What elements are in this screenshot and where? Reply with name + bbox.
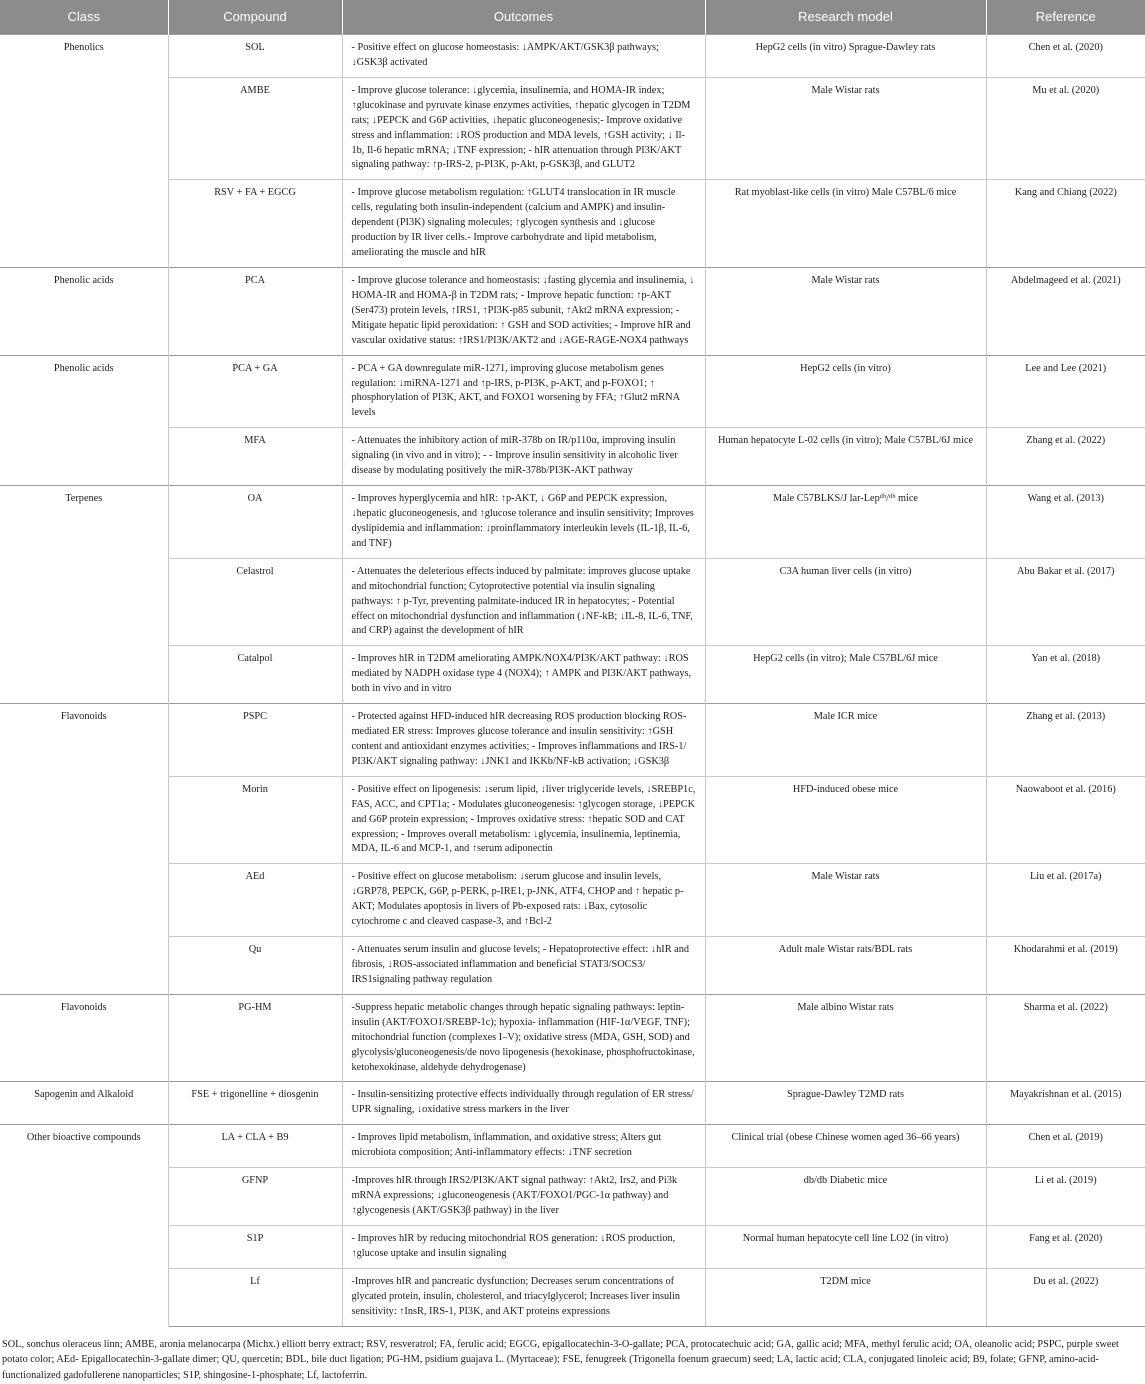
table-row	[0, 776, 1145, 864]
research-model-cell: T2DM mice	[705, 1268, 986, 1326]
research-model-cell: Clinical trial (obese Chinese women aged 36–66 years)	[705, 1125, 986, 1168]
outcomes-cell: - Improves hIR by reducing mitochondrial ROS generation: ↓ROS production, ↑glucose uptake and insulin signaling	[342, 1225, 705, 1268]
header-compound: Compound	[168, 0, 342, 35]
outcomes-cell: - Positive effect on lipogenesis: ↓serum lipid, ↓liver triglyceride levels, ↓SREBP1c, FAS, ACC, and CPT1a; - Modulates gluconeogenesis: ↑glycogen storage, ↓PEPCK and G6P protein expression; - Improves oxidative stress: ↑hepatic SOD and CAT expression; - Improves overall metabolism: ↓glycemia, insulinemia, leptinemia, MDA, IL-6 and MCP-1, and ↑serum adiponectin	[342, 776, 705, 864]
outcomes-cell: - Positive effect on glucose homeostasis: ↓AMPK/AKT/GSK3β pathways; ↓GSK3β activated	[342, 35, 705, 78]
reference-cell: Sharma et al. (2022)	[986, 994, 1145, 1082]
research-model-cell: C3A human liver cells (in vitro)	[705, 558, 986, 646]
compound-cell: Catalpol	[168, 646, 342, 704]
table-row	[0, 704, 1145, 777]
table-row	[0, 35, 1145, 78]
reference-cell: Abdelmageed et al. (2021)	[986, 267, 1145, 355]
table-row	[0, 267, 1145, 355]
table-row	[0, 77, 1145, 180]
table-row	[0, 558, 1145, 646]
reference-cell: Khodarahmi et al. (2019)	[986, 937, 1145, 995]
reference-cell: Fang et al. (2020)	[986, 1225, 1145, 1268]
research-model-cell: Adult male Wistar rats/BDL rats	[705, 937, 986, 995]
compound-cell: AMBE	[168, 77, 342, 180]
compound-cell: GFNP	[168, 1168, 342, 1226]
outcomes-cell: - Improves hyperglycemia and hIR: ↑p-AKT, ↓ G6P and PEPCK expression, ↓hepatic gluconeogenesis, and ↑glucose tolerance and insulin sensitivity; Improves dyslipidemia and inflammation: ↓proinflammatory interleukin levels (IL-1β, IL-6, and TNF)	[342, 486, 705, 559]
research-model-cell: Male Wistar rats	[705, 267, 986, 355]
class-cell: Flavonoids	[0, 704, 168, 995]
research-model-cell: Male albino Wistar rats	[705, 994, 986, 1082]
class-cell: Phenolic acids	[0, 355, 168, 485]
compound-cell: PCA	[168, 267, 342, 355]
reference-cell: Liu et al. (2017a)	[986, 864, 1145, 937]
compound-cell: Celastrol	[168, 558, 342, 646]
compound-cell: MFA	[168, 428, 342, 486]
table-header	[0, 0, 1145, 35]
class-cell: Other bioactive compounds	[0, 1125, 168, 1326]
reference-cell: Li et al. (2019)	[986, 1168, 1145, 1226]
class-cell: Phenolic acids	[0, 267, 168, 355]
research-model-cell: db/db Diabetic mice	[705, 1168, 986, 1226]
reference-cell: Mu et al. (2020)	[986, 77, 1145, 180]
compound-cell: Qu	[168, 937, 342, 995]
compound-cell: FSE + trigonelline + diosgenin	[168, 1082, 342, 1125]
class-cell: Terpenes	[0, 486, 168, 704]
research-model-cell: HepG2 cells (in vitro) Sprague-Dawley rats	[705, 35, 986, 78]
reference-cell: Chen et al. (2020)	[986, 35, 1145, 78]
research-model-cell: HepG2 cells (in vitro); Male C57BL/6J mice	[705, 646, 986, 704]
outcomes-cell: - Attenuates serum insulin and glucose levels; - Hepatoprotective effect: ↓hIR and fibrosis, ↓ROS-associated inflammation and beneficial STAT3/SOCS3/ IRS1signaling pathway regulation	[342, 937, 705, 995]
compound-cell: RSV + FA + EGCG	[168, 180, 342, 268]
table-row	[0, 864, 1145, 937]
header-reference: Reference	[986, 0, 1145, 35]
outcomes-cell: - Insulin-sensitizing protective effects individually through regulation of ER stress/ UPR signaling, ↓oxidative stress markers in the liver	[342, 1082, 705, 1125]
class-cell: Sapogenin and Alkaloid	[0, 1082, 168, 1125]
outcomes-cell: - Improve glucose metabolism regulation: ↑GLUT4 translocation in IR muscle cells, regulating both insulin-independent (calcium and AMPK) and insulin-dependent (PI3K) signaling molecules; ↑glycogen synthesis and ↓glucose production by IR liver cells.- Improve carbohydrate and lipid metabolism, ameliorating the muscle and hIR	[342, 180, 705, 268]
research-model-cell: HepG2 cells (in vitro)	[705, 355, 986, 428]
outcomes-cell: -Suppress hepatic metabolic changes through hepatic signaling pathways: leptin-insulin (AKT/FOXO1/SREBP-1c); hypoxia- inflammation (HIF-1α/VEGF, TNF); mitochondrial function (complexes I–V); oxidative stress (MDA, GSH, SOD) and glycolysis/gluconeogenesis/de novo lipogenesis (hexokinase, phosphofructokinase, ketohexokinase, aldehyde dehydrogenase)	[342, 994, 705, 1082]
outcomes-cell: - Attenuates the inhibitory action of miR-378b on IR/p110α, improving insulin signaling (in vivo and in vitro); - - Improve insulin sensitivity in alcoholic liver disease by modulating positively the miR-378b/PI3K-AKT pathway	[342, 428, 705, 486]
research-model-cell: Rat myoblast-like cells (in vitro) Male C57BL/6 mice	[705, 180, 986, 268]
compound-cell: AEd	[168, 864, 342, 937]
compound-cell: S1P	[168, 1225, 342, 1268]
compound-cell: PG-HM	[168, 994, 342, 1082]
table-row	[0, 486, 1145, 559]
outcomes-cell: - Improves hIR in T2DM ameliorating AMPK/NOX4/PI3K/AKT pathway: ↓ROS mediated by NADPH oxidase type 4 (NOX4); ↑ AMPK and PI3K/AKT pathways, both in vivo and in vitro	[342, 646, 705, 704]
header-research-model: Research model	[705, 0, 986, 35]
reference-cell: Du et al. (2022)	[986, 1268, 1145, 1326]
compound-cell: OA	[168, 486, 342, 559]
table-row	[0, 1225, 1145, 1268]
table-row	[0, 180, 1145, 268]
table-row	[0, 1082, 1145, 1125]
reference-cell: Naowaboot et al. (2016)	[986, 776, 1145, 864]
reference-cell: Lee and Lee (2021)	[986, 355, 1145, 428]
reference-cell: Kang and Chiang (2022)	[986, 180, 1145, 268]
table-row	[0, 937, 1145, 995]
outcomes-cell: - Improves lipid metabolism, inflammation, and oxidative stress; Alters gut microbiota composition; Anti-inflammatory effects: ↓TNF secretion	[342, 1125, 705, 1168]
table-row	[0, 355, 1145, 428]
table-row	[0, 1268, 1145, 1326]
table-row	[0, 994, 1145, 1082]
research-model-cell: HFD-induced obese mice	[705, 776, 986, 864]
reference-cell: Zhang et al. (2013)	[986, 704, 1145, 777]
compound-cell: SOL	[168, 35, 342, 78]
reference-cell: Chen et al. (2019)	[986, 1125, 1145, 1168]
outcomes-cell: -Improves hIR through IRS2/PI3K/AKT signal pathway: ↑Akt2, Irs2, and Pi3k mRNA expressions; ↓gluconeogenesis (AKT/FOXO1/PGC-1α pathway) and ↑glycogenesis (AKT/GSK3β pathway) in the liver	[342, 1168, 705, 1226]
research-model-cell: Human hepatocyte L-02 cells (in vitro); Male C57BL/6J mice	[705, 428, 986, 486]
outcomes-cell: - Improve glucose tolerance and homeostasis: ↓fasting glycemia and insulinemia, ↓ HOMA-IR and HOMA-β in T2DM rats; - Improve hepatic function: ↑p-AKT (Ser473) protein levels, ↑IRS1, ↑PI3K-p85 subunit, ↑Akt2 mRNA expression; - Mitigate hepatic lipid peroxidation: ↑ GSH and SOD activities; - Improve hIR and vascular oxidative status: ↑IRS1/PI3K/AKT2 and ↓AGE-RAGE-NOX4 pathways	[342, 267, 705, 355]
table-body	[0, 35, 1145, 1327]
reference-cell: Wang et al. (2013)	[986, 486, 1145, 559]
table-row	[0, 1125, 1145, 1168]
research-model-cell: Normal human hepatocyte cell line LO2 (in vitro)	[705, 1225, 986, 1268]
compound-cell: Morin	[168, 776, 342, 864]
outcomes-cell: - PCA + GA downregulate miR-1271, improving glucose metabolism genes regulation: ↓miRNA-1271 and ↑p-IRS, p-PI3K, p-AKT, and p-FOXO1; ↑ phosphorylation of PI3K, AKT, and FOXO1 worsening by FFA; ↑Glut2 mRNA levels	[342, 355, 705, 428]
research-model-cell: Sprague-Dawley T2MD rats	[705, 1082, 986, 1125]
outcomes-cell: -Improves hIR and pancreatic dysfunction; Decreases serum concentrations of glycated protein, insulin, cholesterol, and triacylglycerol; Increases liver insulin sensitivity: ↑InsR, IRS-1, PI3K, and AKT proteins expressions	[342, 1268, 705, 1326]
research-model-cell: Male Wistar rats	[705, 864, 986, 937]
reference-cell: Abu Bakar et al. (2017)	[986, 558, 1145, 646]
research-model-cell: Male ICR mice	[705, 704, 986, 777]
compound-cell: PCA + GA	[168, 355, 342, 428]
table-row	[0, 646, 1145, 704]
compound-cell: Lf	[168, 1268, 342, 1326]
research-model-cell: Male C57BLKS/J lar-Lepᵈᵇ/ᵈᵇ mice	[705, 486, 986, 559]
reference-cell: Yan et al. (2018)	[986, 646, 1145, 704]
table-row	[0, 1168, 1145, 1226]
class-cell: Phenolics	[0, 35, 168, 268]
research-model-cell: Male Wistar rats	[705, 77, 986, 180]
class-cell: Flavonoids	[0, 994, 168, 1082]
compound-cell: PSPC	[168, 704, 342, 777]
table-row	[0, 428, 1145, 486]
compound-cell: LA + CLA + B9	[168, 1125, 342, 1168]
outcomes-cell: - Attenuates the deleterious effects induced by palmitate: improves glucose uptake and mitochondrial function; Cytoprotective potential via insulin signaling pathways: ↑ p-Tyr, preventing palmitate-induced IR in hepatocytes; - Potential effect on mitochondrial dysfunction and inflammation (↓NF-kB; ↓IL-8, IL-6, TNF, and CRP) against the development of hIR	[342, 558, 705, 646]
table-footnote: SOL, sonchus oleraceus linn; AMBE, aronia melanocarpa (Michx.) elliott berry extract; RSV, resveratrol; FA, ferulic acid; EGCG, epigallocatechin-3-O-gallate; PCA, protocatechuic acid; GA, gallic acid; MFA, methyl ferulic acid; OA, oleanolic acid; PSPC, purple sweet potato color; AEd- Epigallocatechin-3-gallate dimer; QU, quercetin; BDL, bile duct ligation; PG-HM, psidium guajava L. (Myrtaceae); FSE, fenugreek (Trigonella foenum graecum) seed; LA, lactic acid; CLA, conjugated linoleic acid; B9, folate; GFNP, amino-acid-functionalized gadofullerene nanoparticles; S1P, shingosine-1-phosphate; Lf, lactoferrin.	[2, 1338, 1119, 1382]
header-class: Class	[0, 0, 168, 35]
reference-cell: Zhang et al. (2022)	[986, 428, 1145, 486]
outcomes-cell: - Positive effect on glucose metabolism: ↓serum glucose and insulin levels, ↓GRP78, PEPCK, G6P, p-PERK, p-IRE1, p-JNK, ATF4, CHOP and ↑ hepatic p-AKT; Modulates apoptosis in livers of Pb-exposed rats: ↓Bax, cytosolic cytochrome c and cleaved caspase-3, and ↑Bcl-2	[342, 864, 705, 937]
reference-cell: Mayakrishnan et al. (2015)	[986, 1082, 1145, 1125]
header-outcomes: Outcomes	[342, 0, 705, 35]
outcomes-cell: - Protected against HFD-induced hIR decreasing ROS production blocking ROS-mediated ER stress: Improves glucose tolerance and insulin sensitivity: ↑GSH content and antioxidant enzymes activities; - Improves inflammations and IRS-1/ PI3K/AKT signaling pathway: ↓JNK1 and IKKb/NF-kB activation; ↓GSK3β	[342, 704, 705, 777]
outcomes-cell: - Improve glucose tolerance: ↓glycemia, insulinemia, and HOMA-IR index; ↑glucokinase and pyruvate kinase enzymes activities, ↑hepatic glycogen in T2DM rats; ↓PEPCK and G6P activities, ↓hepatic gluconeogenesis;- Improve oxidative stress and inflammation: ↓ROS production and MDA levels, ↑GSH activity; ↓ Il-1b, Il-6 hepatic mRNA; ↓TNF expression; - hIR attenuation through PI3K/AKT signaling pathway: ↑p-IRS-2, p-PI3K, p-Akt, p-GSK3β, and GLUT2	[342, 77, 705, 180]
